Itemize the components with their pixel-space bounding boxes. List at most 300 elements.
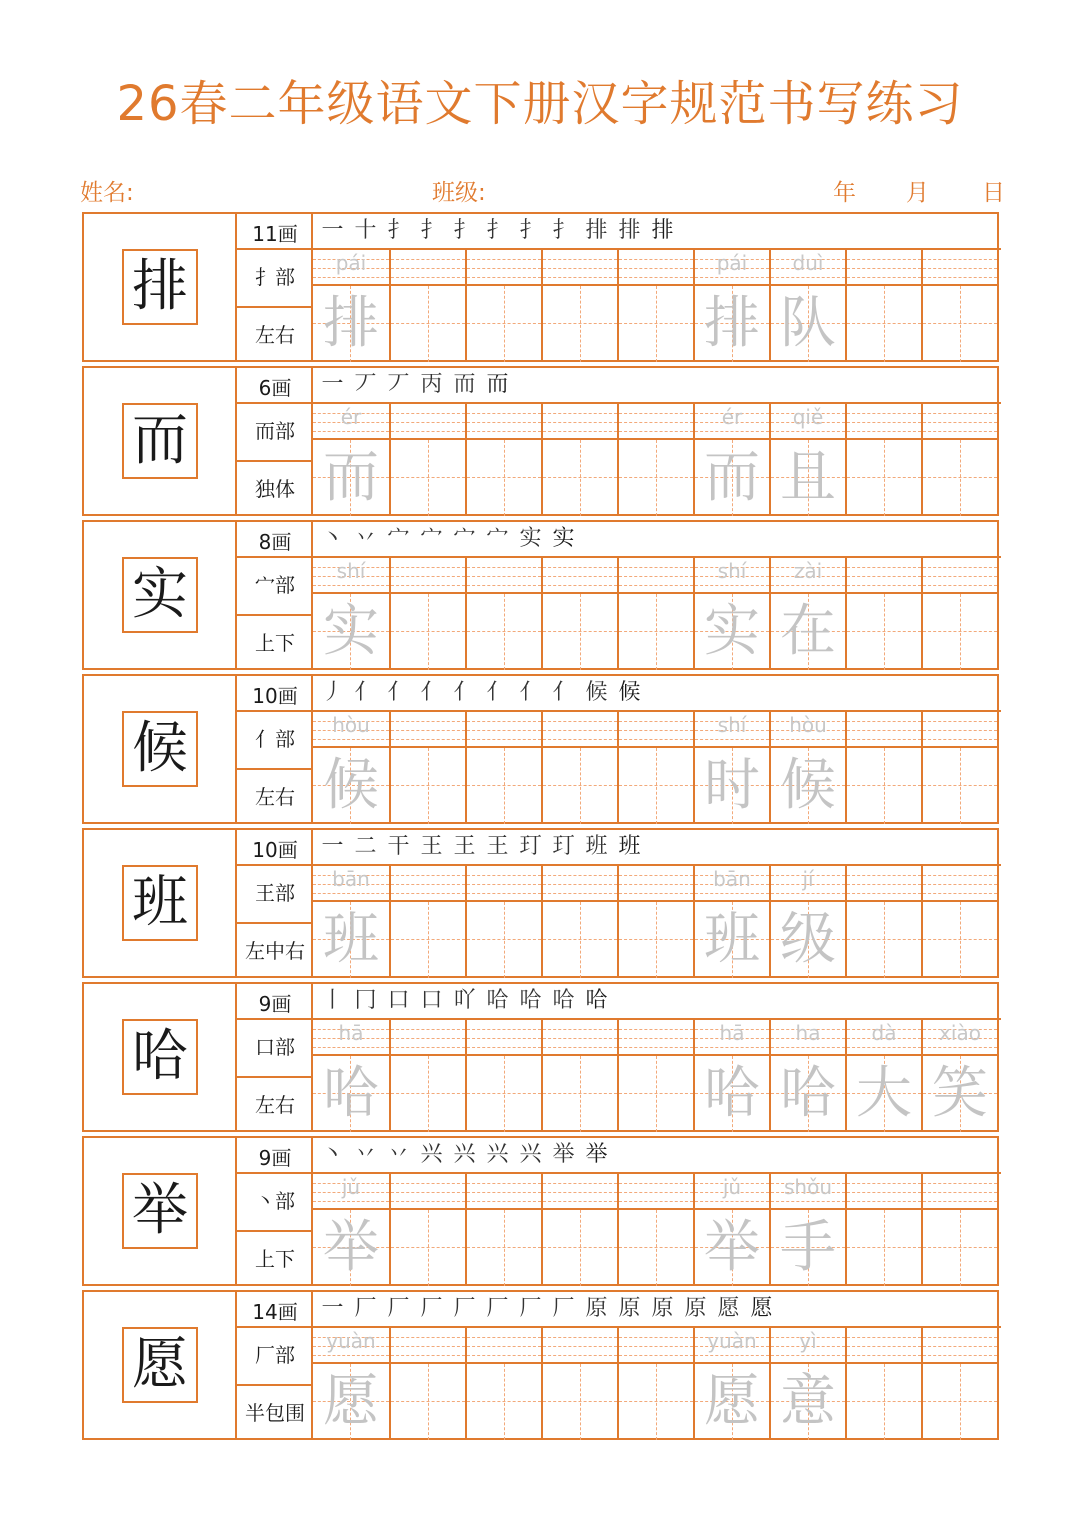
guide-line	[313, 1047, 389, 1048]
guide-line	[619, 431, 693, 432]
guide-line	[391, 1192, 465, 1193]
guide-line	[923, 739, 997, 740]
stroke-step: 扌	[552, 218, 575, 243]
pinyin-text: ér	[340, 405, 362, 429]
practice-cell[interactable]	[541, 1174, 617, 1286]
stroke-step: 一	[321, 372, 344, 397]
guide-line	[467, 785, 541, 786]
trace-character: 在	[780, 599, 836, 664]
guide-line	[960, 1210, 961, 1286]
stroke-step: 丨	[321, 988, 344, 1013]
guide-line	[428, 440, 429, 516]
practice-cell[interactable]	[693, 558, 769, 670]
pinyin-box	[467, 250, 541, 286]
guide-line	[391, 721, 465, 722]
practice-cell[interactable]	[617, 866, 693, 978]
tianzi-box	[847, 594, 921, 670]
pinyin-box	[313, 558, 389, 594]
stroke-order	[316, 1294, 778, 1324]
practice-cell[interactable]	[617, 1020, 693, 1132]
guide-line	[884, 440, 885, 516]
practice-cell[interactable]	[617, 712, 693, 824]
stroke-step: 丶	[321, 1142, 344, 1167]
trace-character: 哈	[780, 1061, 836, 1126]
guide-line	[847, 259, 921, 260]
practice-cell[interactable]	[465, 558, 541, 670]
guide-line	[619, 576, 693, 577]
stroke-step: 原	[651, 1296, 674, 1321]
guide-line	[923, 1355, 997, 1356]
guide-line	[619, 1247, 693, 1248]
practice-cell[interactable]	[769, 1328, 845, 1440]
stroke-order	[316, 678, 646, 708]
stroke-step: 班	[618, 834, 641, 859]
guide-line	[923, 893, 997, 894]
practice-cell[interactable]	[921, 1020, 997, 1132]
practice-cell[interactable]	[313, 866, 389, 978]
trace-character: 实	[323, 599, 379, 664]
practice-cell[interactable]	[541, 404, 617, 516]
guide-line	[771, 585, 845, 586]
stroke-step: 厂	[354, 1296, 377, 1321]
stroke-step: 口	[387, 988, 410, 1013]
guide-line	[695, 277, 769, 278]
guide-line	[619, 1029, 693, 1030]
pinyin-text: bān	[332, 867, 370, 891]
character-block	[82, 674, 999, 824]
guide-line	[847, 323, 921, 324]
guide-line	[884, 1364, 885, 1440]
trace-character: 意	[780, 1369, 836, 1434]
guide-line	[467, 323, 541, 324]
guide-line	[923, 1047, 997, 1048]
stroke-step: 亻	[387, 680, 410, 705]
guide-line	[884, 748, 885, 824]
practice-cell[interactable]	[465, 250, 541, 362]
practice-cell[interactable]	[769, 712, 845, 824]
writing-grid	[313, 866, 999, 978]
stroke-step: 宀	[453, 526, 476, 551]
main-character: 候	[122, 711, 198, 787]
guide-line	[391, 785, 465, 786]
stroke-step: 十	[354, 218, 377, 243]
stroke-step: 哈	[585, 988, 608, 1013]
guide-line	[619, 1201, 693, 1202]
guide-line	[467, 739, 541, 740]
practice-cell[interactable]	[465, 1174, 541, 1286]
practice-cell[interactable]	[617, 250, 693, 362]
stroke-step: 亻	[354, 680, 377, 705]
practice-cell[interactable]	[313, 712, 389, 824]
radical: 扌部	[255, 265, 295, 289]
guide-line	[960, 748, 961, 824]
pinyin-text: hòu	[332, 713, 370, 737]
practice-cell[interactable]	[313, 1174, 389, 1286]
pinyin-box	[923, 712, 997, 748]
stroke-step: 亻	[420, 680, 443, 705]
guide-line	[467, 884, 541, 885]
stroke-step: 亻	[552, 680, 575, 705]
guide-line	[923, 1183, 997, 1184]
pinyin-text: pái	[335, 251, 367, 275]
stroke-step: 丷	[354, 526, 377, 551]
practice-cell[interactable]	[617, 1328, 693, 1440]
practice-cell[interactable]	[845, 1328, 921, 1440]
guide-line	[884, 286, 885, 362]
stroke-step: 口	[420, 988, 443, 1013]
pinyin-text: yuàn	[326, 1329, 376, 1353]
tianzi-box	[619, 440, 693, 516]
pinyin-text: shí	[717, 713, 747, 737]
guide-line	[543, 739, 617, 740]
radical: 而部	[255, 419, 295, 443]
practice-cell[interactable]	[845, 404, 921, 516]
practice-cell[interactable]	[693, 866, 769, 978]
guide-line	[923, 631, 997, 632]
guide-line	[467, 431, 541, 432]
guide-line	[847, 1183, 921, 1184]
pinyin-box	[467, 1174, 541, 1210]
trace-character: 手	[780, 1215, 836, 1280]
practice-cell[interactable]	[389, 866, 465, 978]
guide-line	[923, 268, 997, 269]
pinyin-box	[695, 712, 769, 748]
practice-cell[interactable]	[617, 404, 693, 516]
stroke-step: 排	[585, 218, 608, 243]
stroke-step: 丶	[321, 526, 344, 551]
stroke-step: 厂	[486, 1296, 509, 1321]
practice-cell[interactable]	[921, 558, 997, 670]
guide-line	[391, 1038, 465, 1039]
structure: 左右	[255, 785, 295, 809]
guide-line	[884, 594, 885, 670]
pinyin-box	[771, 1174, 845, 1210]
guide-line	[656, 286, 657, 362]
guide-line	[504, 902, 505, 978]
guide-line	[695, 739, 769, 740]
pinyin-box	[543, 558, 617, 594]
pinyin-box	[467, 712, 541, 748]
guide-line	[467, 939, 541, 940]
pinyin-text: bān	[713, 867, 751, 891]
practice-cell[interactable]	[313, 1020, 389, 1132]
page-title: 26春二年级语文下册汉字规范书写练习	[116, 76, 964, 132]
guide-line	[771, 1047, 845, 1048]
pinyin-box	[391, 1328, 465, 1364]
guide-line	[391, 730, 465, 731]
practice-cell[interactable]	[541, 250, 617, 362]
tianzi-box	[923, 1210, 997, 1286]
character-block	[82, 828, 999, 978]
stroke-step: 扌	[453, 218, 476, 243]
pinyin-box	[391, 558, 465, 594]
guide-line	[580, 902, 581, 978]
tianzi-box	[847, 748, 921, 824]
practice-cell[interactable]	[389, 1328, 465, 1440]
tianzi-box	[313, 594, 389, 670]
guide-line	[428, 748, 429, 824]
practice-cell[interactable]	[313, 558, 389, 670]
structure: 独体	[255, 477, 295, 501]
stroke-count: 14画	[252, 1300, 298, 1324]
stroke-step: 哈	[519, 988, 542, 1013]
pinyin-text: shí	[336, 559, 366, 583]
practice-cell[interactable]	[769, 866, 845, 978]
pinyin-box	[467, 1020, 541, 1056]
guide-line	[847, 576, 921, 577]
pinyin-box	[619, 1020, 693, 1056]
guide-line	[467, 277, 541, 278]
pinyin-box	[923, 1328, 997, 1364]
guide-line	[543, 939, 617, 940]
practice-cell[interactable]	[769, 1020, 845, 1132]
stroke-step: 实	[552, 526, 575, 551]
stroke-step: 丿	[321, 680, 344, 705]
guide-line	[580, 286, 581, 362]
guide-line	[467, 875, 541, 876]
practice-cell[interactable]	[465, 1328, 541, 1440]
guide-line	[467, 631, 541, 632]
pinyin-box	[847, 404, 921, 440]
practice-cell[interactable]	[389, 1020, 465, 1132]
tianzi-box	[771, 1210, 845, 1286]
pinyin-box	[391, 1020, 465, 1056]
pinyin-box	[467, 404, 541, 440]
stroke-count: 10画	[252, 684, 298, 708]
guide-line	[543, 567, 617, 568]
tianzi-box	[391, 440, 465, 516]
guide-line	[619, 323, 693, 324]
guide-line	[619, 1047, 693, 1048]
guide-line	[923, 585, 997, 586]
practice-cell[interactable]	[389, 250, 465, 362]
tianzi-box	[771, 440, 845, 516]
divider	[237, 614, 313, 616]
stroke-step: 举	[585, 1142, 608, 1167]
stroke-count: 11画	[252, 222, 298, 246]
practice-cell[interactable]	[845, 1020, 921, 1132]
pinyin-box	[695, 250, 769, 286]
guide-line	[923, 939, 997, 940]
guide-line	[504, 1364, 505, 1440]
guide-line	[656, 902, 657, 978]
practice-cell[interactable]	[541, 712, 617, 824]
pinyin-box	[391, 1174, 465, 1210]
guide-line	[619, 631, 693, 632]
guide-line	[543, 893, 617, 894]
guide-line	[847, 884, 921, 885]
divider	[237, 306, 313, 308]
stroke-step: 亻	[453, 680, 476, 705]
stroke-step: 厂	[387, 1296, 410, 1321]
guide-line	[467, 1346, 541, 1347]
guide-line	[695, 1201, 769, 1202]
stroke-count: 6画	[258, 376, 292, 400]
practice-cell[interactable]	[921, 1328, 997, 1440]
practice-cell[interactable]	[693, 1328, 769, 1440]
practice-cell[interactable]	[769, 558, 845, 670]
stroke-step: 扌	[519, 218, 542, 243]
trace-character: 候	[780, 753, 836, 818]
stroke-order	[316, 832, 646, 862]
stroke-step: 丷	[354, 1142, 377, 1167]
practice-cell[interactable]	[465, 404, 541, 516]
stroke-step: 举	[552, 1142, 575, 1167]
pinyin-box	[543, 1328, 617, 1364]
practice-cell[interactable]	[769, 404, 845, 516]
guide-line	[847, 730, 921, 731]
pinyin-box	[313, 712, 389, 748]
guide-line	[543, 1337, 617, 1338]
writing-grid	[313, 558, 999, 670]
practice-cell[interactable]	[921, 250, 997, 362]
pinyin-box	[313, 250, 389, 286]
guide-line	[771, 431, 845, 432]
guide-line	[391, 422, 465, 423]
practice-cell[interactable]	[313, 404, 389, 516]
practice-cell[interactable]	[845, 558, 921, 670]
practice-cell[interactable]	[389, 558, 465, 670]
guide-line	[391, 631, 465, 632]
practice-cell[interactable]	[845, 1174, 921, 1286]
pinyin-box	[923, 1020, 997, 1056]
stroke-step: 候	[618, 680, 641, 705]
pinyin-text: duì	[792, 251, 824, 275]
guide-line	[313, 277, 389, 278]
guide-line	[467, 477, 541, 478]
stroke-order	[316, 1140, 613, 1170]
guide-line	[391, 268, 465, 269]
guide-line	[467, 1029, 541, 1030]
practice-cell[interactable]	[389, 712, 465, 824]
practice-cell[interactable]	[921, 866, 997, 978]
guide-line	[847, 785, 921, 786]
tianzi-box	[771, 1364, 845, 1440]
practice-cell[interactable]	[389, 1174, 465, 1286]
practice-cell[interactable]	[693, 1174, 769, 1286]
stroke-step: 一	[321, 218, 344, 243]
main-character: 而	[122, 403, 198, 479]
trace-character: 班	[323, 907, 379, 972]
stroke-step: 愿	[750, 1296, 773, 1321]
guide-line	[960, 1364, 961, 1440]
guide-line	[847, 1192, 921, 1193]
stroke-step: 而	[486, 372, 509, 397]
guide-line	[656, 1364, 657, 1440]
stroke-count: 8画	[258, 530, 292, 554]
practice-cell[interactable]	[465, 866, 541, 978]
practice-cell[interactable]	[389, 404, 465, 516]
pinyin-box	[847, 1174, 921, 1210]
practice-cell[interactable]	[693, 1020, 769, 1132]
tianzi-box	[695, 594, 769, 670]
guide-line	[543, 631, 617, 632]
practice-cell[interactable]	[921, 712, 997, 824]
guide-line	[467, 1183, 541, 1184]
practice-cell[interactable]	[465, 1020, 541, 1132]
pinyin-box	[619, 404, 693, 440]
tianzi-box	[467, 1056, 541, 1132]
guide-line	[771, 1201, 845, 1202]
practice-cell[interactable]	[465, 712, 541, 824]
guide-line	[619, 1093, 693, 1094]
guide-line	[580, 1056, 581, 1132]
guide-line	[847, 422, 921, 423]
pinyin-box	[543, 1174, 617, 1210]
guide-line	[619, 1038, 693, 1039]
guide-line	[543, 785, 617, 786]
pinyin-box	[847, 250, 921, 286]
guide-line	[847, 567, 921, 568]
practice-cell[interactable]	[769, 250, 845, 362]
guide-line	[543, 1401, 617, 1402]
guide-line	[771, 739, 845, 740]
guide-line	[391, 431, 465, 432]
guide-line	[771, 1355, 845, 1356]
guide-line	[543, 323, 617, 324]
trace-character: 排	[323, 291, 379, 356]
guide-line	[428, 902, 429, 978]
practice-cell[interactable]	[617, 558, 693, 670]
guide-line	[391, 1029, 465, 1030]
practice-cell[interactable]	[845, 250, 921, 362]
practice-cell[interactable]	[921, 404, 997, 516]
trace-character: 候	[323, 753, 379, 818]
trace-character: 大	[856, 1061, 912, 1126]
guide-line	[580, 748, 581, 824]
tianzi-box	[847, 902, 921, 978]
guide-line	[847, 1346, 921, 1347]
pinyin-box	[467, 558, 541, 594]
pinyin-text: yì	[799, 1329, 817, 1353]
practice-cell[interactable]	[541, 558, 617, 670]
practice-cell[interactable]	[541, 1020, 617, 1132]
trace-character: 笑	[932, 1061, 988, 1126]
pinyin-text: yuàn	[707, 1329, 757, 1353]
writing-grid	[313, 712, 999, 824]
practice-cell[interactable]	[541, 1328, 617, 1440]
practice-cell[interactable]	[845, 866, 921, 978]
guide-line	[923, 1337, 997, 1338]
pinyin-box	[543, 712, 617, 748]
trace-character: 实	[704, 599, 760, 664]
practice-cell[interactable]	[769, 1174, 845, 1286]
practice-cell[interactable]	[845, 712, 921, 824]
practice-cell[interactable]	[617, 1174, 693, 1286]
practice-cell[interactable]	[313, 1328, 389, 1440]
guide-line	[428, 594, 429, 670]
practice-cell[interactable]	[541, 866, 617, 978]
practice-cell[interactable]	[921, 1174, 997, 1286]
stroke-step: 兴	[453, 1142, 476, 1167]
guide-line	[391, 884, 465, 885]
stroke-step: 宀	[387, 526, 410, 551]
guide-line	[391, 1401, 465, 1402]
guide-line	[543, 1201, 617, 1202]
practice-cell[interactable]	[693, 250, 769, 362]
pinyin-box	[619, 1328, 693, 1364]
guide-line	[619, 1337, 693, 1338]
practice-cell[interactable]	[693, 404, 769, 516]
practice-cell[interactable]	[693, 712, 769, 824]
guide-line	[391, 576, 465, 577]
tianzi-box	[467, 902, 541, 978]
character-block	[82, 520, 999, 670]
guide-line	[543, 422, 617, 423]
practice-cell[interactable]	[313, 250, 389, 362]
guide-line	[391, 1183, 465, 1184]
pinyin-box	[467, 1328, 541, 1364]
